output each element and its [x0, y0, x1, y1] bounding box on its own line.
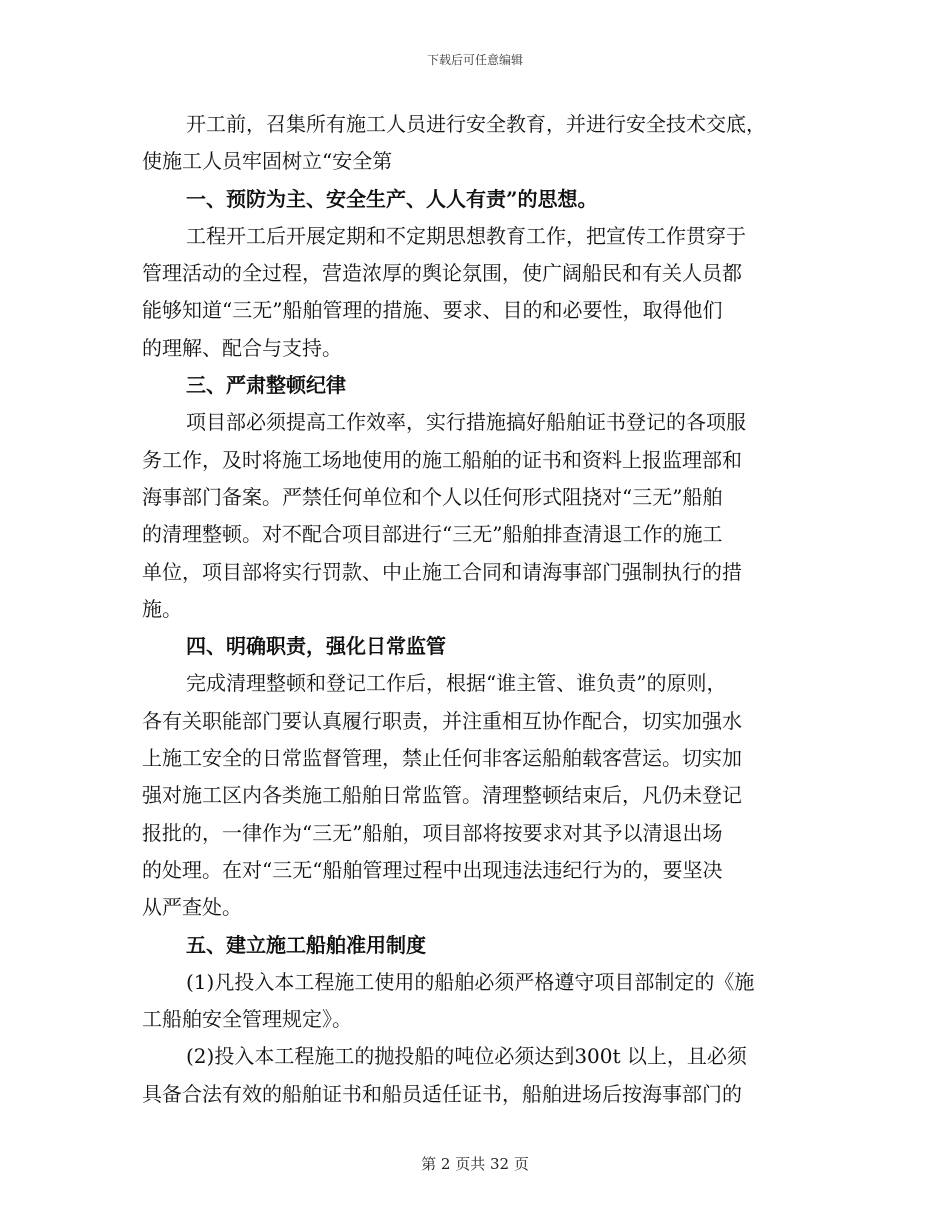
paragraph-line: 务工作，及时将施工场地使用的施工船舶的证书和资料上报监理部和 — [142, 447, 742, 472]
paragraph-line: 开工前，召集所有施工人员进行安全教育，并进行安全技术交底， — [186, 112, 766, 136]
paragraph-line: 的处理。在对“三无“船舶管理过程中出现违法违纪行为的，要坚决 — [142, 857, 723, 882]
paragraph-line: (1)凡投入本工程施工使用的船舶必须严格遵守项目部制定的《施 — [186, 969, 755, 994]
section-heading-1: 一、预防为主、安全生产、人人有责”的思想。 — [186, 186, 598, 211]
document-body — [142, 106, 808, 1113]
paragraph-line: 上施工安全的日常监督管理，禁止任何非客运船舶载客营运。切实加 — [142, 746, 742, 771]
paragraph-line: (2)投入本工程施工的抛投船的吨位必须达到300t 以上，且必须 — [186, 1044, 747, 1069]
section-heading-5: 五、建立施工船舶准用制度 — [186, 932, 426, 957]
paragraph-line: 的清理整顿。对不配合项目部进行“三无”船舶排查清退工作的施工 — [142, 522, 723, 547]
paragraph-line: 管理活动的全过程，营造浓厚的舆论氛围，使广阔船民和有关人员都 — [142, 261, 742, 286]
paragraph-line: 各有关职能部门要认真履行职责，并注重相互协作配合，切实加强水 — [142, 708, 742, 733]
paragraph-line: 具备合法有效的船舶证书和船员适任证书，船舶进场后按海事部门的 — [142, 1081, 742, 1106]
paragraph-line: 报批的，一律作为“三无”船舶，项目部将按要求对其予以清退出场 — [142, 820, 723, 845]
paragraph-line: 工程开工后开展定期和不定期思想教育工作，把宣传工作贯穿于 — [186, 223, 746, 248]
paragraph-line: 单位，项目部将实行罚款、中止施工合同和请海事部门强制执行的措 — [142, 559, 742, 584]
section-heading-3: 三、严肃整顿纪律 — [186, 373, 346, 398]
paragraph-line: 项目部必须提高工作效率，实行措施搞好船舶证书登记的各项服 — [186, 410, 746, 435]
paragraph-line: 从严查处。 — [142, 895, 242, 920]
section-heading-4: 四、明确职责，强化日常监管 — [186, 634, 446, 659]
paragraph-line: 施。 — [142, 596, 182, 621]
page-footer: 第 2 页共 32 页 — [421, 1155, 529, 1173]
paragraph-line: 的理解、配合与支持。 — [142, 335, 342, 360]
paragraph-line: 能够知道“三无”船舶管理的措施、要求、目的和必要性，取得他们 — [142, 298, 723, 323]
paragraph-line: 完成清理整顿和登记工作后，根据“谁主管、谁负责”的原则， — [186, 671, 727, 696]
page-header: 下载后可任意编辑 — [426, 53, 523, 67]
paragraph-line: 海事部门备案。严禁任何单位和个人以任何形式阻挠对“三无”船舶 — [142, 484, 723, 509]
paragraph-line: 使施工人员牢固树立“安全第 — [142, 149, 393, 174]
paragraph-line: 强对施工区内各类施工船舶日常监管。清理整顿结束后，凡仍未登记 — [142, 783, 742, 808]
paragraph-line: 工船舶安全管理规定》。 — [142, 1007, 352, 1032]
